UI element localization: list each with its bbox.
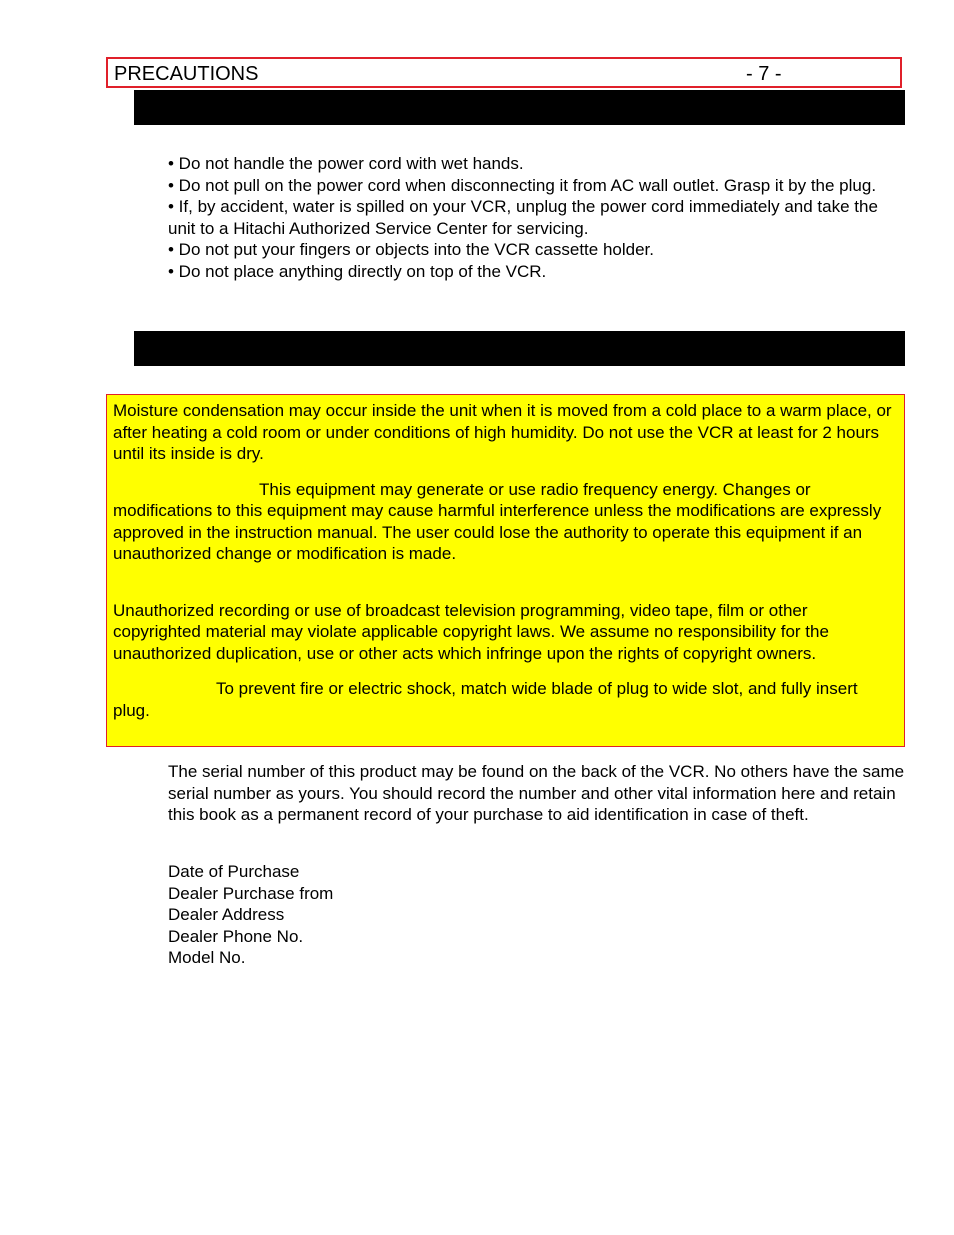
- page-header: [106, 57, 902, 88]
- page-number: - 7 -: [746, 63, 782, 85]
- list-item: • If, by accident, water is spilled on your VCR, unplug the power cord immediately and take the unit to a Hitachi Authorized Service Center for servicing.: [168, 197, 878, 238]
- handling-precautions-list: [168, 153, 898, 282]
- section-bar-notices: [134, 331, 905, 366]
- list-item: • Do not pull on the power cord when disconnecting it from AC wall outlet. Grasp it by the plug.: [168, 175, 877, 195]
- serial-number-text: The serial number of this product may be found on the back of the VCR. No others have the same serial number as yours. You should record the number and other vital information here and retain this book as a permanent record of your purchase to aid identification in case of theft.: [168, 762, 905, 824]
- record-field-phone: Dealer Phone No.: [168, 926, 304, 946]
- record-field-date: Date of Purchase: [168, 862, 300, 881]
- moisture-notice: Moisture condensation may occur inside the unit when it is moved from a cold place to a warm place, or after heating a cold room or under conditions of high humidity. Do not use the VCR at least for 2 hours until its inside is dry.: [113, 401, 892, 463]
- record-field-model: Model No.: [168, 948, 246, 967]
- notice-box: [106, 394, 905, 747]
- plug-notice: [113, 678, 898, 721]
- rf-notice-text: This equipment may generate or use radio frequency energy. Changes or modifications to this equipment may cause harmful interference unless the modifications are expressly approved in the instruction manual. The user could lose the authority to operate this equipment if an unauthorized change or modification is made.: [113, 479, 882, 563]
- list-item: • Do not place anything directly on top of the VCR.: [168, 261, 547, 281]
- record-field-address: Dealer Address: [168, 905, 285, 924]
- list-item: • Do not handle the power cord with wet hands.: [168, 154, 524, 173]
- plug-notice-text: To prevent fire or electric shock, match wide blade of plug to wide slot, and fully insert plug.: [113, 679, 858, 720]
- list-item: • Do not put your fingers or objects into the VCR cassette holder.: [168, 240, 654, 259]
- copyright-notice: Unauthorized recording or use of broadcast television programming, video tape, film or other copyrighted material may violate applicable copyright laws. We assume no responsibility for the unauthorized duplication, use or other acts which infringe upon the rights of copyright owners.: [113, 600, 829, 663]
- serial-number-info: [168, 761, 908, 826]
- rf-notice: [113, 479, 898, 565]
- record-field-dealer: Dealer Purchase from: [168, 883, 334, 903]
- page-title: PRECAUTIONS: [114, 63, 259, 85]
- section-bar-handling: [134, 90, 905, 125]
- purchase-record-fields: [168, 861, 333, 969]
